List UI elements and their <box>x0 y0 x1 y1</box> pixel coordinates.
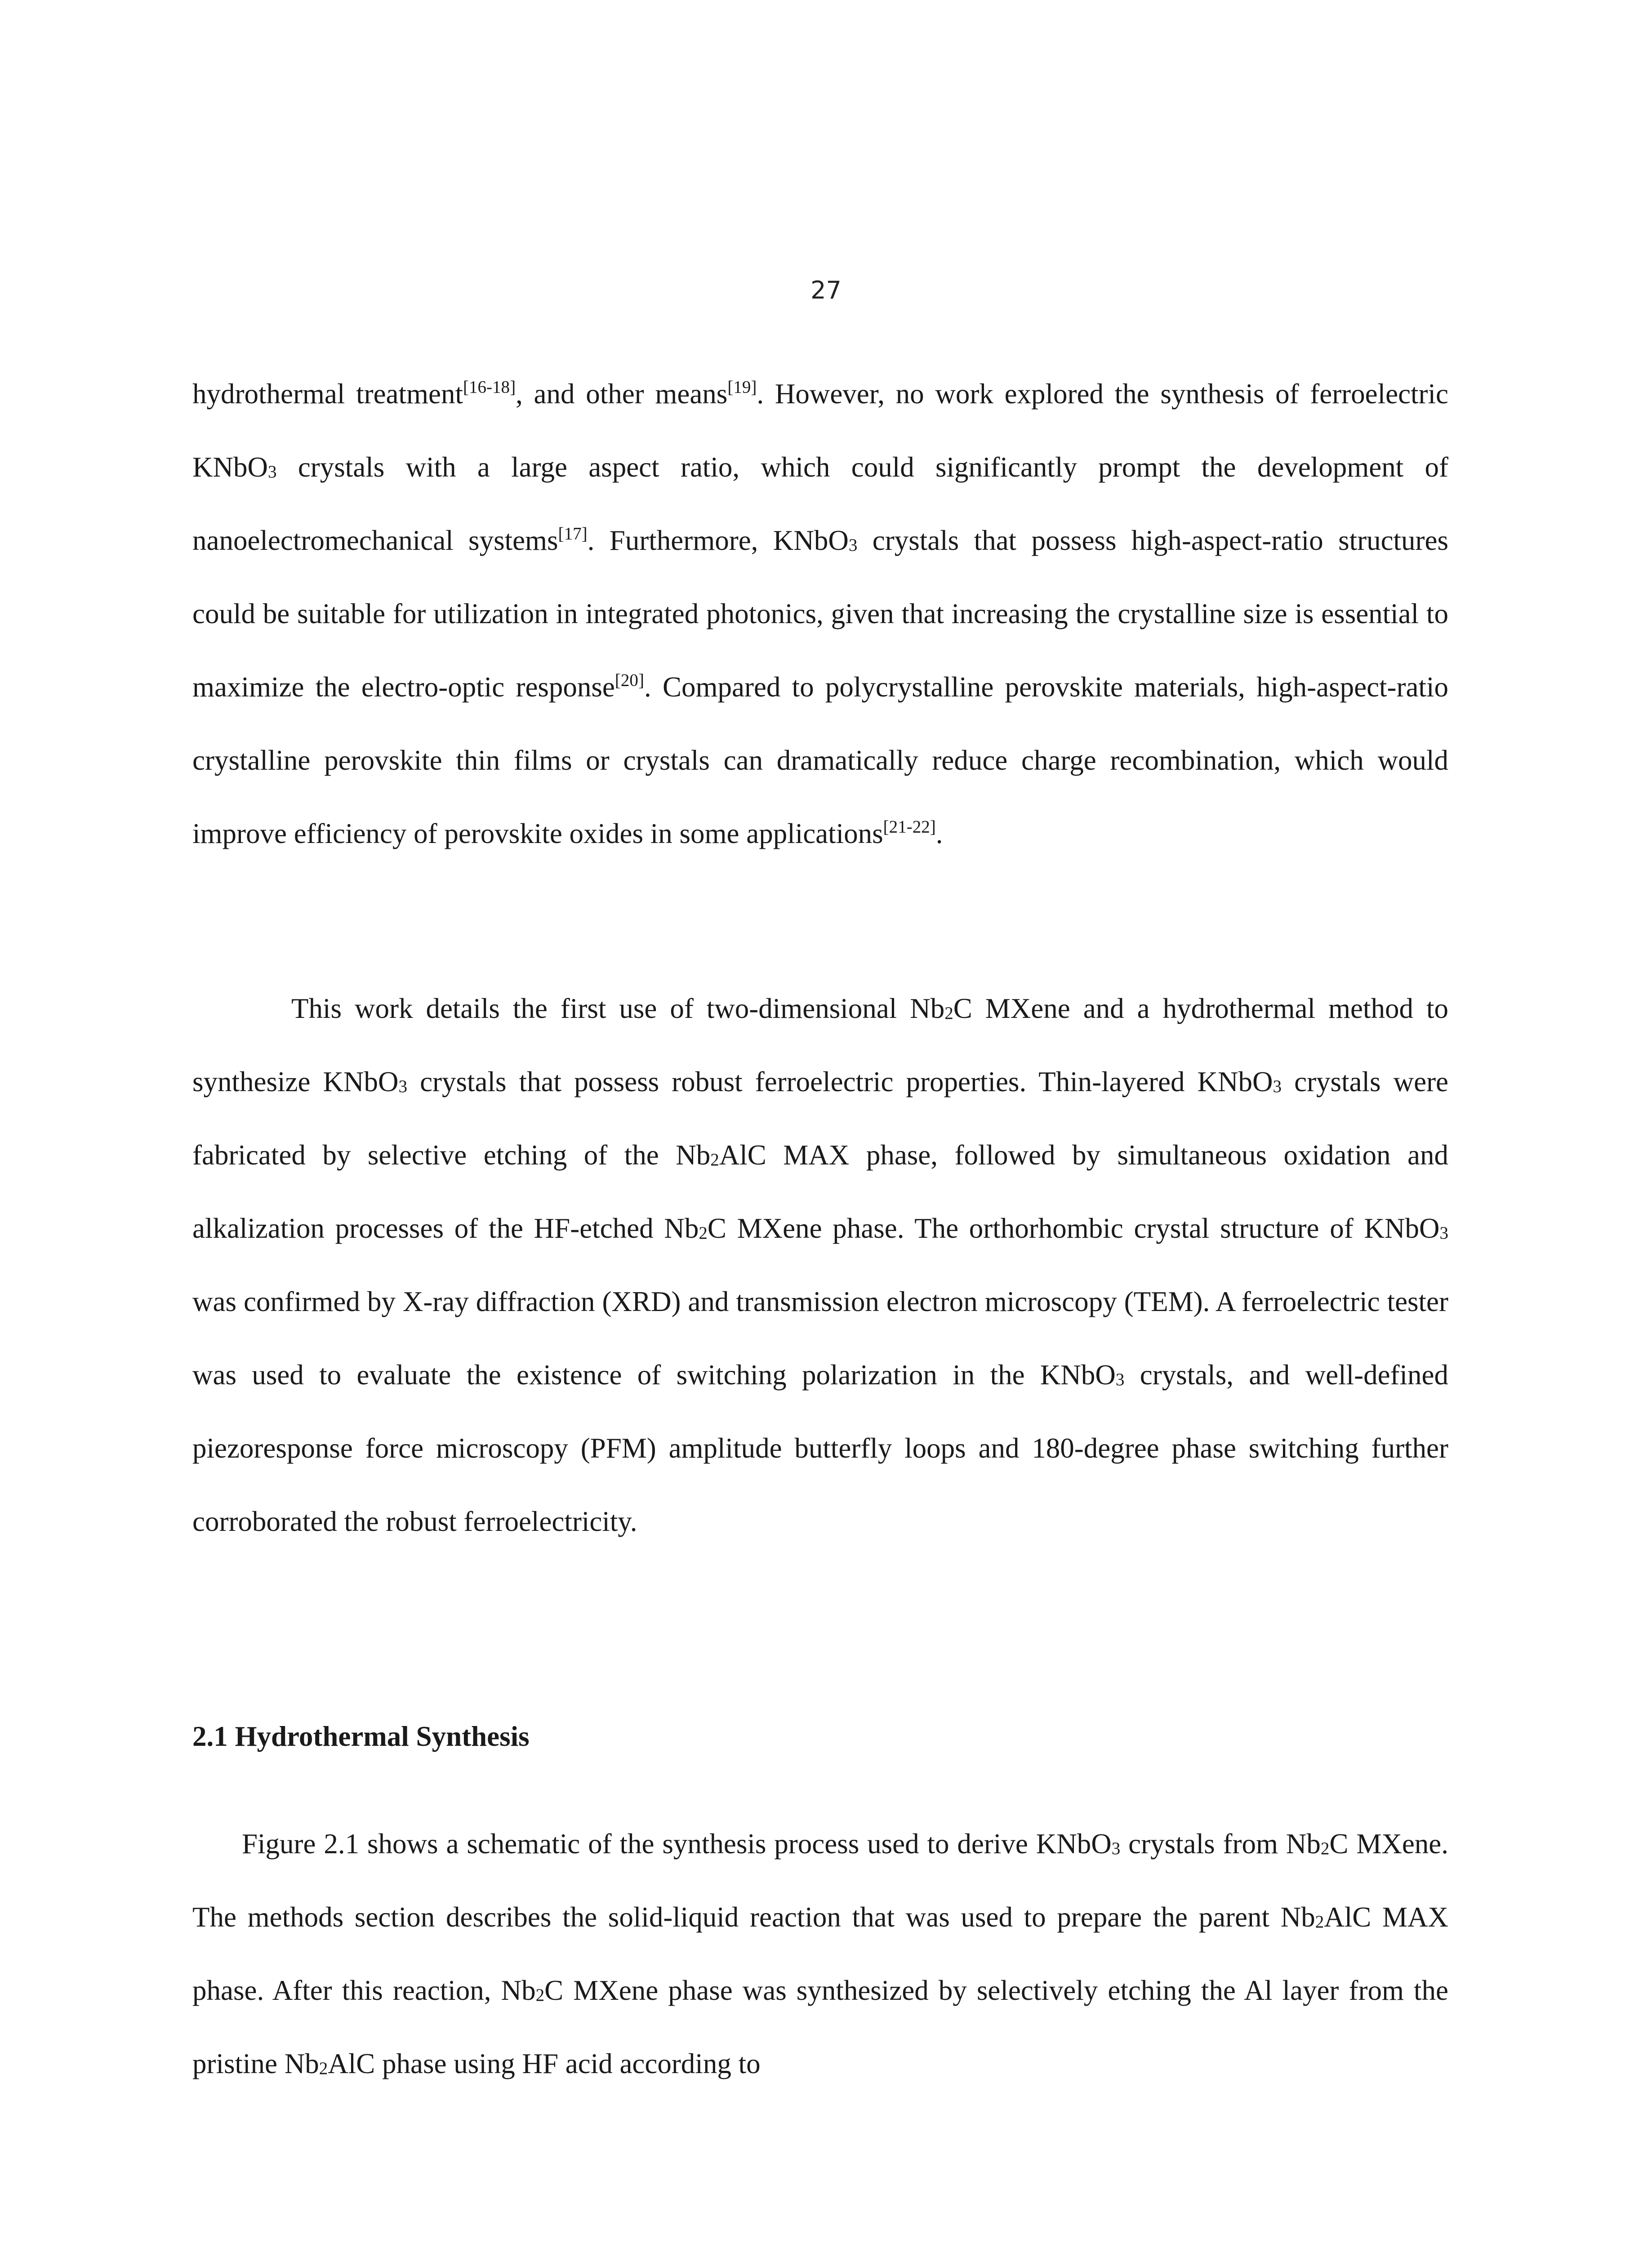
text-run: crystals that possess high-aspect-ratio structures could be suitable for utilization in integrated photonics, given that increasing the crystalline size is essential to maximize the electro-optic response <box>192 525 1448 703</box>
citation-ref: [16-18] <box>463 377 516 397</box>
text-run: crystals that possess robust ferroelectric properties. Thin-layered KNbO <box>407 1066 1273 1097</box>
text-run: crystals, and well-defined piezoresponse force microscopy (PFM) amplitude butterfly loops and 180-degree phase switching further corroborated the robust ferroelectricity. <box>192 1359 1449 1537</box>
text-run: crystals with a large aspect ratio, which could significantly prompt the development of nanoelectromechanical systems <box>192 451 1448 556</box>
text-run: was confirmed by X-ray diffraction (XRD) and transmission electron microscopy (TEM). A ferroelectric tester was used to evaluate the existence of switching polarization in the KNbO <box>192 1286 1448 1391</box>
text-run: AlC MAX phase, followed by simultaneous oxidation and alkalization processes of the HF-etched Nb <box>192 1139 1448 1244</box>
text-run: , and other means <box>516 378 728 410</box>
text-run: C MXene phase. The orthorhombic crystal structure of KNbO <box>707 1213 1440 1244</box>
citation-ref: [19] <box>727 377 757 397</box>
subscript: 3 <box>1115 1369 1125 1389</box>
text-run: This work details the first use of two-dimensional Nb <box>291 993 945 1024</box>
body-paragraph-3 <box>192 1807 1448 2101</box>
text-run: . However, no work explored the synthesis of ferroelectric KNbO <box>192 378 1449 483</box>
subscript: 3 <box>1111 1838 1121 1858</box>
subscript: 2 <box>319 2058 328 2078</box>
text-run: AlC MAX phase. After this reaction, Nb <box>192 1901 1448 2006</box>
subscript: 3 <box>848 535 858 555</box>
subscript: 2 <box>944 1003 953 1023</box>
body-paragraph-2 <box>192 972 1448 1558</box>
body-paragraph-1 <box>192 357 1448 870</box>
subscript: 3 <box>1273 1076 1282 1096</box>
subscript: 3 <box>398 1076 408 1096</box>
text-run: hydrothermal treatment <box>192 378 463 410</box>
text-run: C MXene phase was synthesized by selectively etching the Al layer from the pristine Nb <box>192 1975 1448 2079</box>
text-run: . <box>935 818 943 849</box>
text-run: Figure 2.1 shows a schematic of the synthesis process used to derive KNbO <box>242 1828 1112 1860</box>
subscript: 2 <box>535 1985 545 2005</box>
section-heading: 2.1 Hydrothermal Synthesis <box>192 1721 530 1752</box>
citation-ref: [17] <box>558 524 588 544</box>
citation-ref: [21-22] <box>883 817 936 837</box>
subscript: 3 <box>268 462 277 482</box>
text-run: crystals were fabricated by selective etching of the Nb <box>192 1066 1449 1171</box>
subscript: 2 <box>699 1223 708 1243</box>
subscript: 2 <box>1320 1838 1330 1858</box>
text-run: crystals from Nb <box>1120 1828 1321 1860</box>
subscript: 2 <box>1315 1912 1324 1931</box>
text-run: . Furthermore, KNbO <box>587 525 849 556</box>
subscript: 3 <box>1439 1223 1448 1243</box>
citation-ref: [20] <box>614 670 644 690</box>
text-run: C MXene. The methods section describes the solid-liquid reaction that was used to prepare the parent Nb <box>192 1828 1449 1933</box>
text-run: . Compared to polycrystalline perovskite materials, high-aspect-ratio crystalline perovskite thin films or crystals can dramatically reduce charge recombination, which would improve efficiency of perovskite oxides in some applications <box>192 671 1448 849</box>
text-run: AlC phase using HF acid according to <box>328 2048 761 2079</box>
subscript: 2 <box>710 1150 719 1169</box>
text-run: C MXene and a hydrothermal method to synthesize KNbO <box>192 993 1448 1097</box>
page-number: 27 <box>810 276 842 304</box>
